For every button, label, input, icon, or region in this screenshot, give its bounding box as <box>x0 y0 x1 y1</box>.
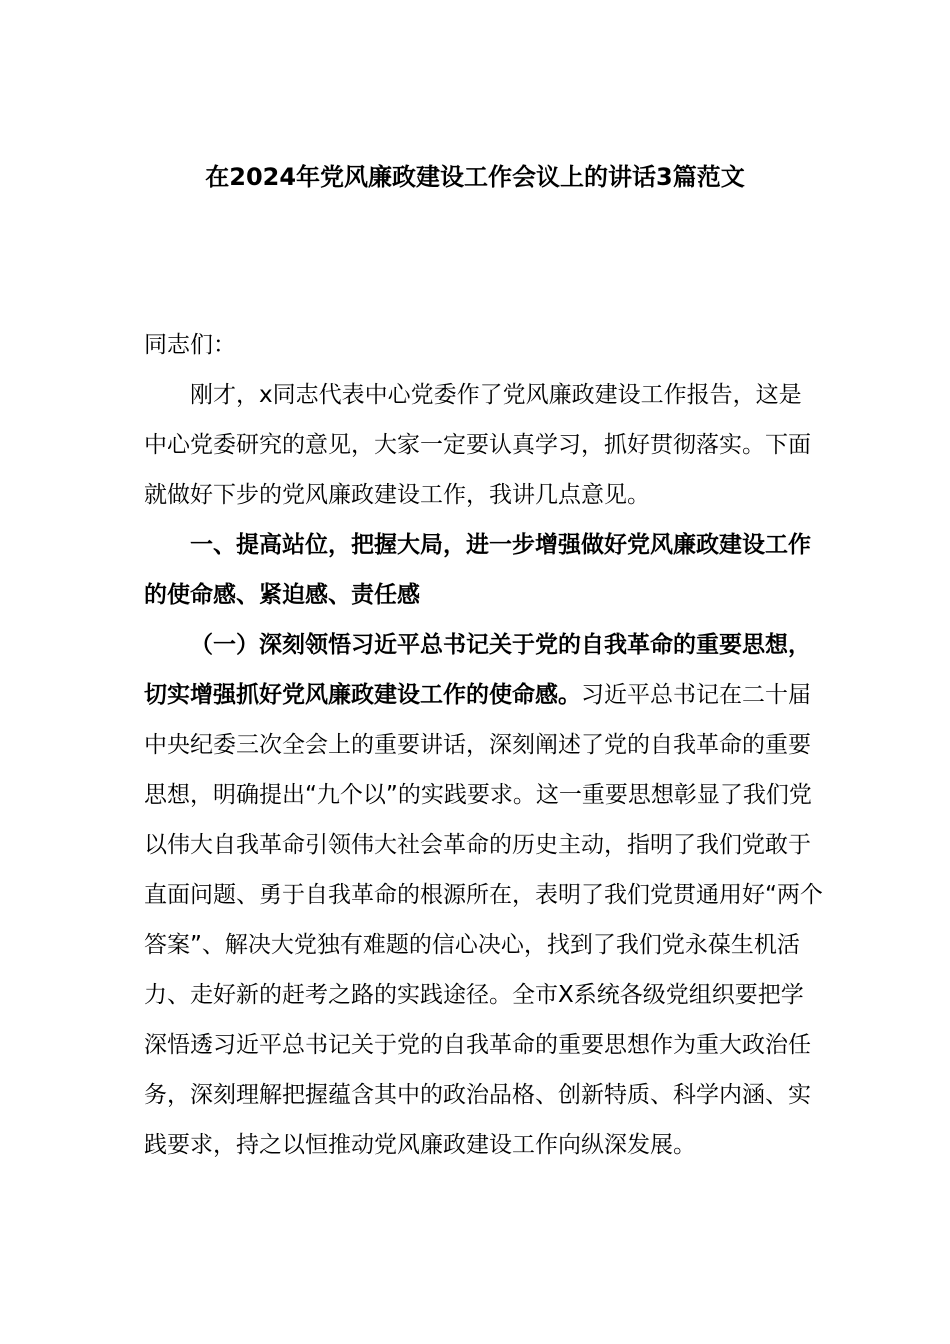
subsection-paragraph <box>144 620 824 1170</box>
subsection-heading: （一）深刻领悟习近平总书记关于党的自我革命的重要思想，切实增强抓好党风廉政建设工作的使命感。 <box>144 632 811 708</box>
salutation: 同志们： <box>144 332 236 358</box>
intro-paragraph: 刚才，x同志代表中心党委作了党风廉政建设工作报告，这是中心党委研究的意见，大家一定要认真学习，抓好贯彻落实。下面就做好下步的党风廉政建设工作，我讲几点意见。 <box>144 382 811 508</box>
document-body <box>144 320 824 1170</box>
section-heading: 一、提高站位，把握大局，进一步增强做好党风廉政建设工作的使命感、紧迫感、责任感 <box>144 532 811 608</box>
subsection-body: 习近平总书记在二十届中央纪委三次全会上的重要讲话，深刻阐述了党的自我革命的重要思想，明确提出“九个以”的实践要求。这一重要思想彰显了我们党以伟大自我革命引领伟大社会革命的历史主动，指明了我们党敢于直面问题、勇于自我革命的根源所在，表明了我们党贯通用好“两个答案”、解决大党独有难题的信心决心，找到了我们党永葆生机活力、走好新的赶考之路的实践途径。全市X系统各级党组织要把学深悟透习近平总书记关于党的自我革命的重要思想作为重大政治任务，深刻理解把握蕴含其中的政治品格、创新特质、科学内涵、实践要求，持之以恒推动党风廉政建设工作向纵深发展。 <box>144 682 823 1158</box>
document-title: 在2024年党风廉政建设工作会议上的讲话3篇范文 <box>205 163 745 191</box>
